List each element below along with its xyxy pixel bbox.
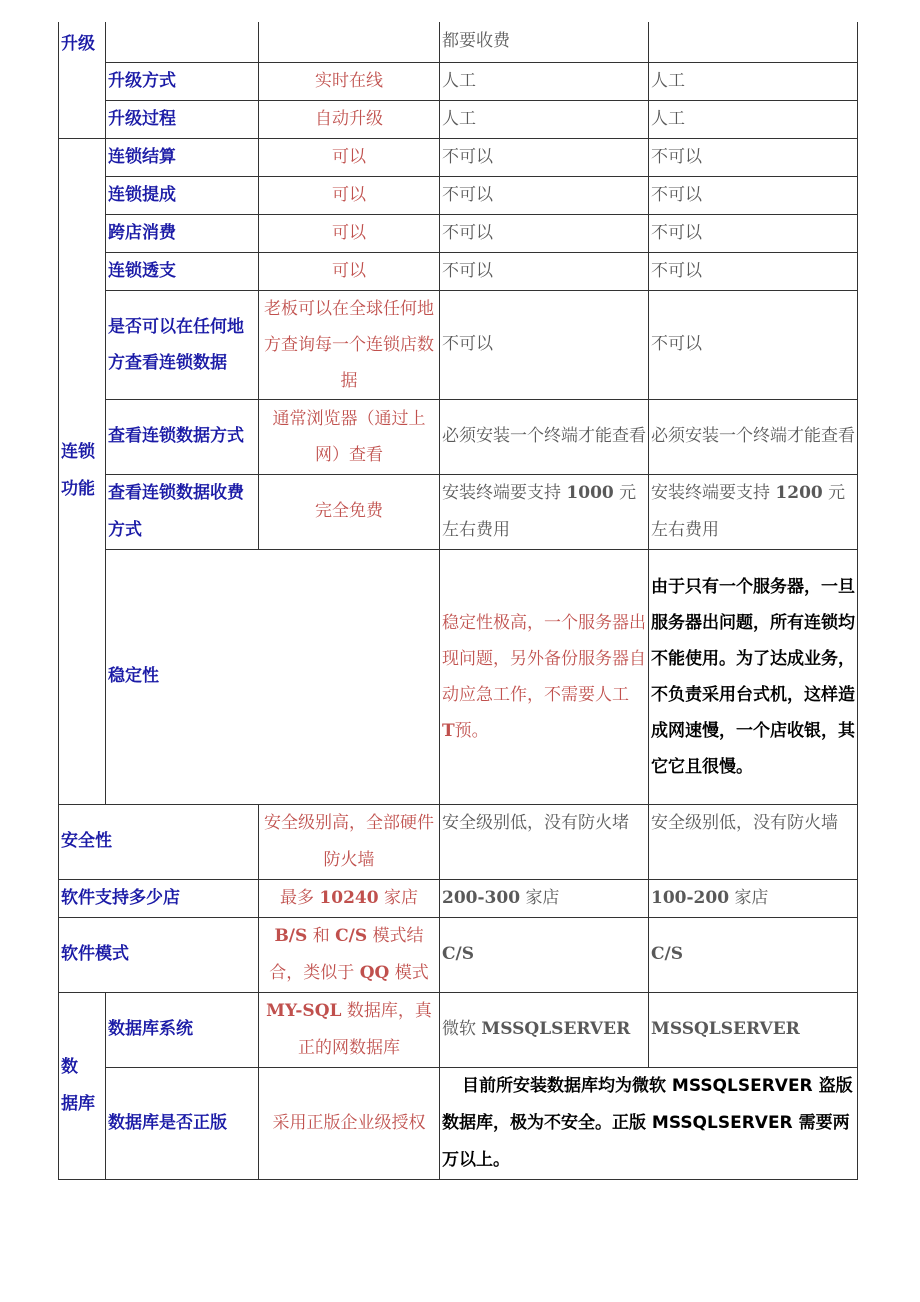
feature-label: 跨店消费	[106, 214, 259, 252]
category-stability: 稳定性	[106, 549, 440, 804]
text-fragment: 稳定性极高，一个服务器出现问题，另外备份服务器自动应急工作，不需要人工	[442, 612, 646, 705]
feature-label: 数据库是否正版	[106, 1067, 259, 1179]
competitor-b-value	[440, 474, 649, 549]
table-row	[59, 474, 858, 549]
our-value	[259, 917, 440, 992]
competitor-c-value: 不可以	[649, 252, 858, 290]
number-value: 200-300	[442, 887, 521, 908]
competitor-b-value: 不可以	[440, 138, 649, 176]
text-fragment: 家店	[734, 887, 769, 908]
text-fragment: 数据库，真正的网数据库	[298, 1000, 432, 1058]
text-fragment: T	[442, 720, 455, 741]
text-fragment: 元左右费用	[651, 482, 846, 540]
number-value: 100-200	[651, 887, 730, 908]
table-row	[59, 917, 858, 992]
competitor-b-value: 不可以	[440, 214, 649, 252]
our-value: 可以	[259, 138, 440, 176]
feature-label: 连锁结算	[106, 138, 259, 176]
text-fragment: 安装终端要支持	[442, 482, 561, 503]
our-value	[259, 879, 440, 917]
text-fragment: 家店	[383, 887, 418, 908]
text-fragment: 目前所安装数据库均为微软 MSSQLSERVER 盗版数据库，极为不安全。正版 MSSQLSERVER 需要两万以上。	[442, 1075, 853, 1170]
competitor-b-value	[440, 992, 649, 1067]
text-fragment: 和	[312, 925, 330, 946]
category-chain-line2: 功能	[61, 479, 95, 499]
text-fragment: MSSQLSERVER	[481, 1019, 631, 1039]
competitor-b-value	[440, 879, 649, 917]
category-stores: 软件支持多少店	[59, 879, 259, 917]
table-row	[59, 214, 858, 252]
text-fragment: 家店	[525, 887, 560, 908]
text-fragment: 元左右费用	[442, 482, 637, 540]
our-value: 通常浏览器（通过上网）查看	[259, 399, 440, 474]
competitor-b-value: 不可以	[440, 176, 649, 214]
table-row	[59, 804, 858, 879]
our-value: 可以	[259, 214, 440, 252]
our-value	[259, 992, 440, 1067]
competitor-b-value: 人工	[440, 100, 649, 138]
our-value: 可以	[259, 252, 440, 290]
table-row	[59, 138, 858, 176]
competitor-b-value: 安全级别低，没有防火堵	[440, 804, 649, 879]
category-chain-line1: 连锁	[61, 442, 95, 462]
category-upgrade: 升级	[59, 22, 106, 138]
table-row	[59, 399, 858, 474]
feature-label: 查看连锁数据方式	[106, 399, 259, 474]
feature-label: 数据库系统	[106, 992, 259, 1067]
competitor-c-value: 不可以	[649, 290, 858, 399]
competitor-c-value	[649, 474, 858, 549]
comparison-table	[58, 22, 858, 1180]
text-fragment: 微软	[442, 1019, 476, 1039]
table-cell: 都要收费	[440, 22, 649, 62]
feature-label: 连锁提成	[106, 176, 259, 214]
competitor-c-value: 必须安装一个终端才能查看	[649, 399, 858, 474]
text-fragment: 安装终端要支持	[651, 482, 770, 503]
competitor-c-value: 人工	[649, 62, 858, 100]
competitor-c-value: 人工	[649, 100, 858, 138]
text-fragment: C/S	[335, 925, 368, 946]
competitor-c-value: 不可以	[649, 138, 858, 176]
competitor-c-value: 安全级别低，没有防火墙	[649, 804, 858, 879]
number-value: 10240	[319, 887, 379, 908]
table-row	[59, 1067, 858, 1179]
competitor-c-value	[649, 879, 858, 917]
our-value: 自动升级	[259, 100, 440, 138]
text-fragment: 预。	[454, 720, 489, 741]
competitor-b-value: 由于只有一个服务器，一旦服务器出问题，所有连锁均不能使用。为了达成业务，不负责采用台式机，这样造成网速慢，一个店收银，其它它且很慢。	[649, 549, 858, 804]
table-row	[59, 100, 858, 138]
our-value	[440, 549, 649, 804]
text-fragment: B/S	[274, 925, 308, 946]
text-fragment: QQ	[359, 962, 390, 983]
competitor-b-value: 不可以	[440, 252, 649, 290]
table-row	[59, 252, 858, 290]
competitor-b-value: 不可以	[440, 290, 649, 399]
category-database: 数 据库	[59, 992, 106, 1179]
text-fragment: 模式结合，类似于	[269, 925, 424, 983]
feature-label: 升级方式	[106, 62, 259, 100]
feature-label: 是否可以在任何地方查看连锁数据	[106, 290, 259, 399]
table-cell	[649, 22, 858, 62]
our-value: 完全免费	[259, 474, 440, 549]
feature-label: 连锁透支	[106, 252, 259, 290]
database-note	[440, 1067, 858, 1179]
table-row	[59, 62, 858, 100]
table-row	[59, 879, 858, 917]
category-mode: 软件模式	[59, 917, 259, 992]
our-value: 实时在线	[259, 62, 440, 100]
table-row	[59, 176, 858, 214]
our-value: 可以	[259, 176, 440, 214]
text-fragment: 最多	[280, 887, 315, 908]
table-row	[59, 992, 858, 1067]
text-fragment: MY-SQL	[266, 1000, 342, 1021]
competitor-c-value: 不可以	[649, 176, 858, 214]
category-security: 安全性	[59, 804, 259, 879]
competitor-b-value: 人工	[440, 62, 649, 100]
table-row	[59, 290, 858, 399]
table-row	[59, 22, 858, 62]
competitor-b-value: 必须安装一个终端才能查看	[440, 399, 649, 474]
our-value: 采用正版企业级授权	[259, 1067, 440, 1179]
table-cell	[259, 22, 440, 62]
text-fragment: 模式	[394, 962, 429, 983]
table-row	[59, 549, 858, 804]
number-value: 1200	[775, 482, 823, 503]
competitor-c-value: MSSQLSERVER	[649, 992, 858, 1067]
competitor-c-value: C/S	[649, 917, 858, 992]
competitor-b-value: C/S	[440, 917, 649, 992]
category-chain	[59, 138, 106, 804]
feature-label: 查看连锁数据收费方式	[106, 474, 259, 549]
feature-label: 升级过程	[106, 100, 259, 138]
our-value: 老板可以在全球任何地方查询每一个连锁店数据	[259, 290, 440, 399]
our-value: 安全级别高，全部硬件防火墙	[259, 804, 440, 879]
number-value: 1000	[566, 482, 614, 503]
competitor-c-value: 不可以	[649, 214, 858, 252]
table-cell	[106, 22, 259, 62]
